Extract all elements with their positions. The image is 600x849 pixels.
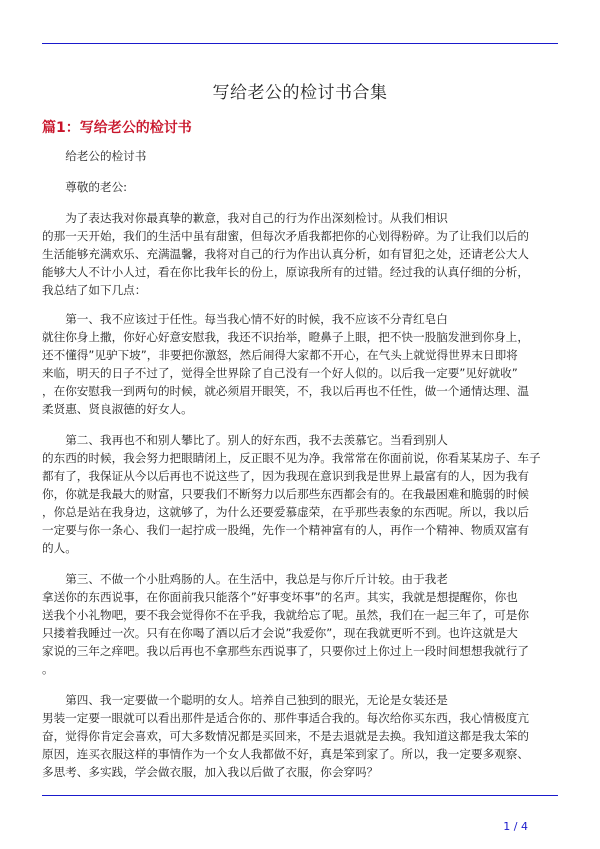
paragraph-line: ，在你安慰我一到两句的时候，就必须眉开眼笑，不，我以后再也不任性，做一个通情达理、温 [42, 384, 529, 398]
footer-rule [42, 795, 558, 796]
paragraph-line: 多思考、多实践，学会做衣服，加入我以后做了衣服，你会穿吗？ [42, 765, 379, 779]
paragraph-line: 。 [42, 662, 54, 676]
paragraph-line: 为了表达我对你最真挚的歉意，我对自己的行为作出深刻检讨。从我们相识 [42, 211, 448, 225]
document-title: 写给老公的检讨书合集 [212, 83, 388, 103]
paragraph-line: 第二、我再也不和别人攀比了。别人的好东西，我不去羡慕它。当看到别人 [42, 433, 448, 447]
paragraph-line: 原因，连买衣服这样的事情作为一个女人我都做不好，真是笨到家了。所以，我一定要多观察、 [42, 747, 529, 761]
paragraph-line: 家说的三年之痒吧。我以后再也不拿那些东西说事了，只要你过上你过上一段时间想想我就行了 [42, 644, 529, 658]
paragraph-line: 男装一定要一眼就可以看出那件是适合你的、那件事适合我的。每次给你买东西，我心情极度亢 [42, 711, 529, 725]
paragraph-line: 第三、不做一个小肚鸡肠的人。在生活中，我总是与你斤斤计较。由于我老 [42, 572, 448, 586]
paragraph-line: 的东西的时候，我会努力把眼睛闭上，反正眼不见为净。我常常在你面前说，你看某某房子、车子 [42, 451, 541, 465]
paragraph-line: 就往你身上撒，你好心好意安慰我，我还不识抬举，瞪鼻子上眼，把不快一股脑发泄到你身上， [42, 330, 529, 344]
paragraph-line: 生活能够充满欢乐、充满温馨，我将对自己的行为作出认真分析，如有冒犯之处，还请老公大人 [42, 247, 529, 261]
salutation: 尊敬的老公: [42, 180, 128, 194]
paragraph-line: 还不懂得”见驴下坡”，非要把你激怒，然后闹得大家都不开心，在气头上就觉得世界末日即将 [42, 348, 518, 362]
salutation-title: 给老公的检讨书 [42, 149, 147, 163]
section-heading: 篇1：写给老公的检讨书 [42, 120, 192, 136]
paragraph-line: 都有了，我保证从今以后再也不说这些了，因为我现在意识到我是世界上最富有的人，因为我有 [42, 469, 529, 483]
paragraph-line: 第一、我不应该过于任性。每当我心情不好的时候，我不应该不分青红皂白 [42, 312, 448, 326]
paragraph-line: 一定要与你一条心、我们一起拧成一股绳，先作一个精神富有的人，再作一个精神、物质双富有 [42, 523, 529, 537]
paragraph-line: 第四、我一定要做一个聪明的女人。培养自己独到的眼光，无论是女装还是 [42, 693, 448, 707]
page-number: 1 / 4 [503, 820, 528, 833]
paragraph-line: 来临，明天的日子不过了，觉得全世界除了自己没有一个好人似的。以后我一定要”见好就收” [42, 366, 518, 380]
paragraph-line: 送我个小礼物吧，要不我会觉得你不在乎我，我就给忘了呢。虽然，我们在一起三年了，可是你 [42, 608, 529, 622]
paragraph-line: 的那一天开始，我们的生活中虽有甜蜜，但每次矛盾我都把你的心划得粉碎。为了让我们以后的 [42, 229, 529, 243]
paragraph-line: 我总结了如下几点： [42, 283, 147, 297]
paragraph-line: 拿送你的东西说事，在你面前我只能落个”好事变坏事”的名声。其实，我就是想提醒你，你也 [42, 590, 518, 604]
header-rule [42, 43, 558, 44]
paragraph-line: 柔贤惠、贤良淑德的好女人。 [42, 402, 193, 416]
paragraph-line: 你，你就是我最大的财富，只要我们不断努力以后那些东西都会有的。在我最困难和脆弱的时候 [42, 487, 529, 501]
paragraph-line: 奋，觉得你肯定会喜欢，可大多数情况都是买回来，不是去退就是去换。我知道这都是我太笨的 [42, 729, 529, 743]
paragraph-line: ，你总是站在我身边，这就够了，为什么还要爱慕虚荣，在乎那些表象的东西呢。所以，我以后 [42, 505, 529, 519]
paragraph-line: 只搂着我睡过一次。只有在你喝了酒以后才会说”我爱你”，现在我就更听不到。也许这就是大 [42, 626, 518, 640]
paragraph-line: 能够大人不计小人过，看在你比我年长的份上，原谅我所有的过错。经过我的认真仔细的分析， [42, 265, 529, 279]
paragraph-line: 的人。 [42, 541, 77, 555]
